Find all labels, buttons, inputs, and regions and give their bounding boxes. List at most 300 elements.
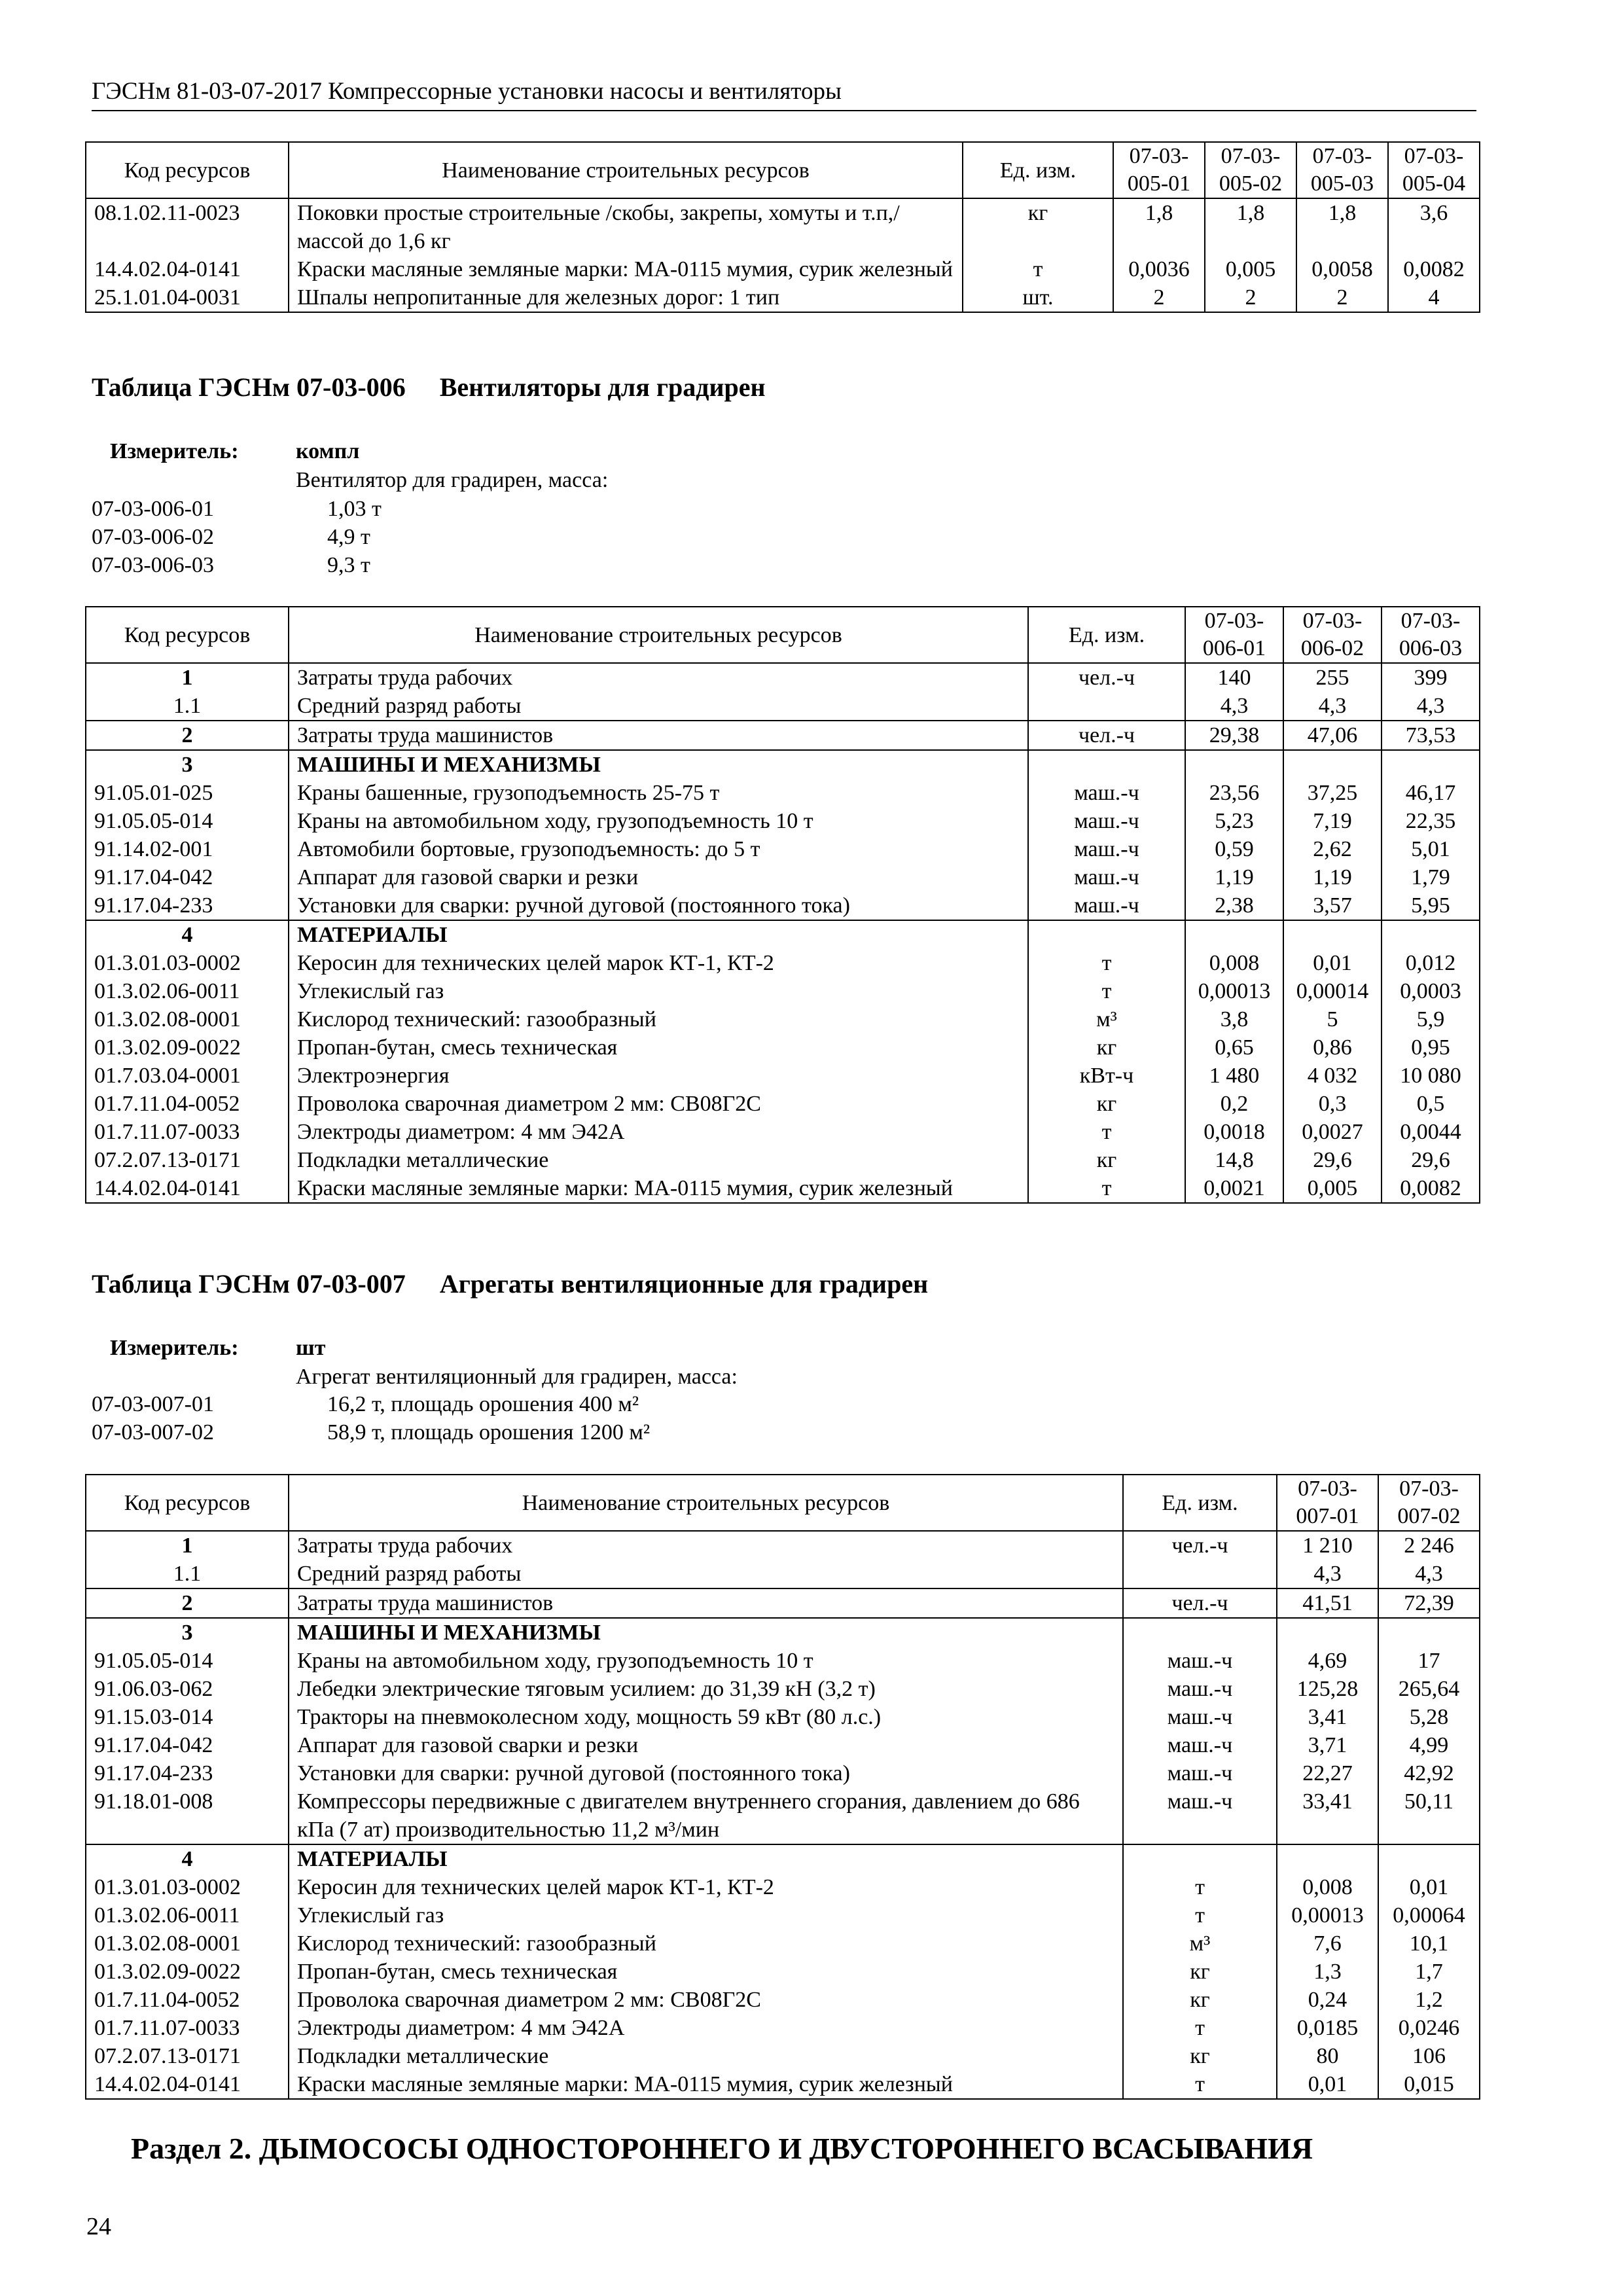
variant-text: 16,2 т, площадь орошения 400 м²: [327, 1392, 639, 1416]
resource-unit: кг: [1123, 1986, 1277, 2014]
meter-unit: шт: [296, 1336, 326, 1360]
resource-value: 4,99: [1378, 1731, 1480, 1759]
table-row: [86, 1647, 1480, 1675]
resource-code: 01.3.01.03-0002: [86, 949, 289, 977]
resource-value: 0,0044: [1382, 1118, 1480, 1146]
resource-value: 23,56: [1185, 779, 1283, 807]
resource-code: 3: [86, 1618, 289, 1647]
resources-table-07-03-005: [85, 141, 1480, 313]
resource-value: 4,69: [1277, 1647, 1378, 1675]
resource-value: 33,41: [1277, 1787, 1378, 1844]
resource-unit: м³: [1028, 1005, 1185, 1033]
resource-code: 07.2.07.13-0171: [86, 1146, 289, 1174]
resource-unit: т: [1123, 2014, 1277, 2042]
resource-value: 7,6: [1277, 1929, 1378, 1958]
table-title-07-03-007: [92, 1268, 928, 1299]
resource-unit: маш.-ч: [1123, 1787, 1277, 1844]
resource-name: МАШИНЫ И МЕХАНИЗМЫ: [289, 750, 1028, 779]
resource-value: 1,8: [1205, 198, 1296, 255]
resource-value: [1378, 1844, 1480, 1873]
resource-code: 3: [86, 750, 289, 779]
resource-value: [1277, 1618, 1378, 1647]
resource-value: 22,35: [1382, 807, 1480, 835]
table-row: [86, 1588, 1480, 1618]
meter-description: Агрегат вентиляционный для градирен, масса:: [296, 1365, 738, 1389]
resource-unit: [1123, 1844, 1277, 1873]
resource-unit: т: [1028, 1118, 1185, 1146]
col-header-name: Наименование строительных ресурсов: [289, 142, 963, 198]
resource-code: 91.18.01-008: [86, 1787, 289, 1844]
resource-unit: т: [1123, 1901, 1277, 1929]
resource-name: Краски масляные земляные марки: МА-0115 мумия, сурик железный: [289, 2070, 1123, 2099]
resource-value: 0,01: [1283, 949, 1382, 977]
resource-unit: маш.-ч: [1028, 807, 1185, 835]
table-row: [86, 1618, 1480, 1647]
table-row: [86, 977, 1480, 1005]
resource-code: 07.2.07.13-0171: [86, 2042, 289, 2070]
resource-unit: маш.-ч: [1123, 1647, 1277, 1675]
resource-name: Краски масляные земляные марки: МА-0115 мумия, сурик железный: [289, 255, 963, 283]
resource-name: Тракторы на пневмоколесном ходу, мощность 59 кВт (80 л.с.): [289, 1703, 1123, 1731]
resource-unit: кг: [1028, 1090, 1185, 1118]
resource-value: 0,0058: [1296, 255, 1388, 283]
resource-value: 0,3: [1283, 1090, 1382, 1118]
resource-value: 2,38: [1185, 891, 1283, 920]
resource-value: 1,3: [1277, 1958, 1378, 1986]
resource-name: Кислород технический: газообразный: [289, 1005, 1028, 1033]
resource-value: 0,01: [1277, 2070, 1378, 2099]
resource-unit: т: [963, 255, 1113, 283]
resource-value: 0,012: [1382, 949, 1480, 977]
resource-value: [1283, 750, 1382, 779]
resource-value: 0,00013: [1277, 1901, 1378, 1929]
resource-value: 2: [1296, 283, 1388, 312]
resource-code: 01.3.02.08-0001: [86, 1005, 289, 1033]
resource-name: Кислород технический: газообразный: [289, 1929, 1123, 1958]
resource-unit: чел.-ч: [1028, 663, 1185, 692]
resource-value: 4,3: [1283, 692, 1382, 721]
resource-value: 0,0021: [1185, 1174, 1283, 1203]
resource-value: 1,19: [1283, 863, 1382, 891]
resource-value: 5,95: [1382, 891, 1480, 920]
table-row: [86, 750, 1480, 779]
meter-unit: компл: [296, 439, 360, 463]
table-row: [86, 949, 1480, 977]
col-header-code: Код ресурсов: [86, 607, 289, 663]
resource-unit: кг: [1028, 1033, 1185, 1062]
col-header-variant: 07-03- 006-03: [1382, 607, 1480, 663]
resource-value: 22,27: [1277, 1759, 1378, 1787]
resource-value: 47,06: [1283, 721, 1382, 750]
resource-value: 2: [1205, 283, 1296, 312]
resource-value: 0,015: [1378, 2070, 1480, 2099]
resource-unit: чел.-ч: [1123, 1531, 1277, 1560]
resource-name: Проволока сварочная диаметром 2 мм: СВ08Г2С: [289, 1986, 1123, 2014]
resource-value: 80: [1277, 2042, 1378, 2070]
table-row: [86, 1531, 1480, 1560]
resource-code: 2: [86, 721, 289, 750]
col-header-code: Код ресурсов: [86, 1475, 289, 1531]
resource-value: 72,39: [1378, 1588, 1480, 1618]
resource-value: 4 032: [1283, 1062, 1382, 1090]
resource-unit: т: [1123, 2070, 1277, 2099]
resource-code: 01.3.02.08-0001: [86, 1929, 289, 1958]
resource-name: Средний разряд работы: [289, 1560, 1123, 1588]
resource-name: Подкладки металлические: [289, 2042, 1123, 2070]
resource-unit: м³: [1123, 1929, 1277, 1958]
resource-value: 0,65: [1185, 1033, 1283, 1062]
resource-value: 14,8: [1185, 1146, 1283, 1174]
resource-code: 01.3.02.09-0022: [86, 1033, 289, 1062]
resource-name: Установки для сварки: ручной дуговой (постоянного тока): [289, 1759, 1123, 1787]
resource-value: 29,6: [1283, 1146, 1382, 1174]
resource-value: 4: [1388, 283, 1480, 312]
resource-value: 5,01: [1382, 835, 1480, 863]
resource-value: 1,19: [1185, 863, 1283, 891]
resource-name: Краски масляные земляные марки: МА-0115 мумия, сурик железный: [289, 1174, 1028, 1203]
resource-unit: шт.: [963, 283, 1113, 312]
resource-code: 91.05.01-025: [86, 779, 289, 807]
table-row: [86, 1844, 1480, 1873]
col-header-unit: Ед. изм.: [1123, 1475, 1277, 1531]
table-header-row: [86, 607, 1480, 663]
table-row: [86, 692, 1480, 721]
table-row: [86, 1033, 1480, 1062]
variant-code: 07-03-006-01: [92, 497, 214, 521]
resource-code: 14.4.02.04-0141: [86, 1174, 289, 1203]
resource-value: 125,28: [1277, 1675, 1378, 1703]
resource-code: 25.1.01.04-0031: [86, 283, 289, 312]
resource-name: Автомобили бортовые, грузоподъемность: до 5 т: [289, 835, 1028, 863]
resource-value: 73,53: [1382, 721, 1480, 750]
resource-code: 91.05.05-014: [86, 1647, 289, 1675]
resource-code: 01.7.11.07-0033: [86, 1118, 289, 1146]
table-row: [86, 721, 1480, 750]
page-number: 24: [86, 2213, 111, 2240]
resource-value: 265,64: [1378, 1675, 1480, 1703]
resource-unit: т: [1028, 1174, 1185, 1203]
col-header-variant: 07-03- 005-02: [1205, 142, 1296, 198]
table-row: [86, 1062, 1480, 1090]
resource-code: 1.1: [86, 1560, 289, 1588]
resource-value: 1 210: [1277, 1531, 1378, 1560]
resource-value: 0,01: [1378, 1873, 1480, 1901]
resource-code: 01.3.02.06-0011: [86, 1901, 289, 1929]
table-row: [86, 663, 1480, 692]
resource-code: 01.3.02.06-0011: [86, 977, 289, 1005]
meter-label: Измеритель:: [110, 1336, 239, 1360]
table-row: [86, 1731, 1480, 1759]
resource-name: Краны на автомобильном ходу, грузоподъемность 10 т: [289, 807, 1028, 835]
resource-code: 14.4.02.04-0141: [86, 255, 289, 283]
resource-code: 2: [86, 1588, 289, 1618]
resource-value: 0,00014: [1283, 977, 1382, 1005]
resource-name: Электроды диаметром: 4 мм Э42А: [289, 1118, 1028, 1146]
table-row: [86, 1005, 1480, 1033]
resource-name: Поковки простые строительные /скобы, закрепы, хомуты и т.п,/ массой до 1,6 кг: [289, 198, 963, 255]
resource-value: 0,0036: [1113, 255, 1205, 283]
resources-table-07-03-007: [85, 1474, 1480, 2100]
table-row: [86, 1759, 1480, 1787]
table-row: [86, 1174, 1480, 1203]
col-header-variant: 07-03- 007-01: [1277, 1475, 1378, 1531]
resource-code: 14.4.02.04-0141: [86, 2070, 289, 2099]
col-header-variant: 07-03- 007-02: [1378, 1475, 1480, 1531]
resource-name: МАТЕРИАЛЫ: [289, 1844, 1123, 1873]
resource-value: [1277, 1844, 1378, 1873]
resource-name: Аппарат для газовой сварки и резки: [289, 863, 1028, 891]
col-header-unit: Ед. изм.: [963, 142, 1113, 198]
variant-code: 07-03-006-03: [92, 553, 214, 577]
table-row: [86, 283, 1480, 312]
table-row: [86, 779, 1480, 807]
resource-value: 3,57: [1283, 891, 1382, 920]
resource-code: 01.7.11.04-0052: [86, 1986, 289, 2014]
resource-code: 01.3.02.09-0022: [86, 1958, 289, 1986]
table-header-row: [86, 1475, 1480, 1531]
resource-unit: маш.-ч: [1123, 1731, 1277, 1759]
table-title-07-03-006: [92, 372, 766, 403]
resource-value: 4,3: [1382, 692, 1480, 721]
col-header-variant: 07-03- 006-01: [1185, 607, 1283, 663]
resource-name: МАШИНЫ И МЕХАНИЗМЫ: [289, 1618, 1123, 1647]
resource-name: Средний разряд работы: [289, 692, 1028, 721]
resource-value: 0,0082: [1388, 255, 1480, 283]
resource-unit: кг: [1123, 1958, 1277, 1986]
resource-value: 42,92: [1378, 1759, 1480, 1787]
col-header-variant: 07-03- 005-01: [1113, 142, 1205, 198]
table-name: Вентиляторы для градирен: [439, 372, 766, 402]
resource-value: 0,008: [1277, 1873, 1378, 1901]
resource-name: Пропан-бутан, смесь техническая: [289, 1958, 1123, 1986]
resource-value: 1,7: [1378, 1958, 1480, 1986]
variant-code: 07-03-006-02: [92, 525, 214, 549]
resource-value: 1,2: [1378, 1986, 1480, 2014]
table-row: [86, 835, 1480, 863]
resource-value: 10 080: [1382, 1062, 1480, 1090]
table-code: Таблица ГЭСНм 07-03-006: [92, 372, 406, 402]
resource-value: 0,86: [1283, 1033, 1382, 1062]
table-row: [86, 1560, 1480, 1588]
table-row: [86, 2070, 1480, 2099]
resource-value: [1378, 1618, 1480, 1647]
resource-value: 140: [1185, 663, 1283, 692]
resource-value: 0,59: [1185, 835, 1283, 863]
resource-code: 91.15.03-014: [86, 1703, 289, 1731]
table-row: [86, 1090, 1480, 1118]
col-header-variant: 07-03- 005-04: [1388, 142, 1480, 198]
variant-code: 07-03-007-02: [92, 1420, 214, 1444]
resource-value: 1 480: [1185, 1062, 1283, 1090]
resource-unit: т: [1028, 949, 1185, 977]
resource-code: 91.05.05-014: [86, 807, 289, 835]
resource-value: 0,008: [1185, 949, 1283, 977]
resource-unit: маш.-ч: [1123, 1675, 1277, 1703]
resource-name: Затраты труда машинистов: [289, 721, 1028, 750]
resource-value: [1382, 920, 1480, 949]
resource-value: 0,0018: [1185, 1118, 1283, 1146]
resource-name: МАТЕРИАЛЫ: [289, 920, 1028, 949]
variant-text: 9,3 т: [327, 553, 370, 577]
table-row: [86, 1986, 1480, 2014]
resource-name: Проволока сварочная диаметром 2 мм: СВ08Г2С: [289, 1090, 1028, 1118]
resource-code: 91.17.04-042: [86, 1731, 289, 1759]
resource-unit: маш.-ч: [1123, 1703, 1277, 1731]
resource-unit: маш.-ч: [1028, 779, 1185, 807]
resource-value: 3,71: [1277, 1731, 1378, 1759]
resource-value: 2,62: [1283, 835, 1382, 863]
table-row: [86, 1958, 1480, 1986]
resource-name: Углекислый газ: [289, 977, 1028, 1005]
resource-unit: [1123, 1560, 1277, 1588]
table-row: [86, 863, 1480, 891]
resource-code: 01.3.01.03-0002: [86, 1873, 289, 1901]
resources-table-07-03-006: [85, 606, 1480, 1204]
resource-value: 0,0185: [1277, 2014, 1378, 2042]
col-header-unit: Ед. изм.: [1028, 607, 1185, 663]
resource-value: 29,6: [1382, 1146, 1480, 1174]
resource-code: 01.7.11.04-0052: [86, 1090, 289, 1118]
resource-value: 5,23: [1185, 807, 1283, 835]
variant-text: 1,03 т: [327, 497, 382, 521]
resource-value: 3,8: [1185, 1005, 1283, 1033]
resource-value: [1382, 750, 1480, 779]
resource-name: Электроды диаметром: 4 мм Э42А: [289, 2014, 1123, 2042]
resource-code: 1.1: [86, 692, 289, 721]
table-row: [86, 1675, 1480, 1703]
resource-value: 0,0027: [1283, 1118, 1382, 1146]
resource-unit: маш.-ч: [1028, 863, 1185, 891]
table-name: Агрегаты вентиляционные для градирен: [439, 1269, 929, 1299]
resource-value: 0,0082: [1382, 1174, 1480, 1203]
resource-name: Керосин для технических целей марок КТ-1, КТ-2: [289, 1873, 1123, 1901]
resource-value: 2 246: [1378, 1531, 1480, 1560]
resource-code: 91.17.04-042: [86, 863, 289, 891]
table-row: [86, 198, 1480, 255]
resource-unit: [1028, 692, 1185, 721]
resource-name: Углекислый газ: [289, 1901, 1123, 1929]
resource-unit: т: [1123, 1873, 1277, 1901]
resource-name: Лебедки электрические тяговым усилием: до 31,39 кН (3,2 т): [289, 1675, 1123, 1703]
resource-unit: маш.-ч: [1028, 891, 1185, 920]
resource-value: 0,005: [1205, 255, 1296, 283]
resource-name: Электроэнергия: [289, 1062, 1028, 1090]
resource-value: 29,38: [1185, 721, 1283, 750]
resource-code: 4: [86, 1844, 289, 1873]
resource-value: 5,9: [1382, 1005, 1480, 1033]
table-row: [86, 891, 1480, 920]
table-row: [86, 2042, 1480, 2070]
resource-value: 0,95: [1382, 1033, 1480, 1062]
meter-label: Измеритель:: [110, 439, 239, 463]
table-row: [86, 920, 1480, 949]
resource-code: 01.7.11.07-0033: [86, 2014, 289, 2042]
resource-unit: кг: [1028, 1146, 1185, 1174]
resource-name: Затраты труда рабочих: [289, 663, 1028, 692]
table-row: [86, 1703, 1480, 1731]
table-row: [86, 1873, 1480, 1901]
resource-code: 91.17.04-233: [86, 891, 289, 920]
resource-unit: чел.-ч: [1028, 721, 1185, 750]
resource-value: 0,24: [1277, 1986, 1378, 2014]
resource-name: Установки для сварки: ручной дуговой (постоянного тока): [289, 891, 1028, 920]
resource-value: 0,00064: [1378, 1901, 1480, 1929]
resource-unit: [1028, 750, 1185, 779]
resource-name: Краны башенные, грузоподъемность 25-75 т: [289, 779, 1028, 807]
resource-name: Затраты труда машинистов: [289, 1588, 1123, 1618]
resource-value: [1283, 920, 1382, 949]
resource-name: Аппарат для газовой сварки и резки: [289, 1731, 1123, 1759]
resource-value: 0,2: [1185, 1090, 1283, 1118]
resource-value: [1185, 750, 1283, 779]
resource-value: 1,79: [1382, 863, 1480, 891]
resource-value: 4,3: [1185, 692, 1283, 721]
resource-code: 1: [86, 1531, 289, 1560]
resource-value: 10,1: [1378, 1929, 1480, 1958]
resource-name: Шпалы непропитанные для железных дорог: 1 тип: [289, 283, 963, 312]
resource-unit: маш.-ч: [1028, 835, 1185, 863]
resource-value: 3,41: [1277, 1703, 1378, 1731]
resource-code: 4: [86, 920, 289, 949]
meter-description: Вентилятор для градирен, масса:: [296, 468, 609, 492]
resource-name: Пропан-бутан, смесь техническая: [289, 1033, 1028, 1062]
resource-value: 255: [1283, 663, 1382, 692]
col-header-variant: 07-03- 006-02: [1283, 607, 1382, 663]
resource-unit: [1028, 920, 1185, 949]
resource-name: Краны на автомобильном ходу, грузоподъемность 10 т: [289, 1647, 1123, 1675]
resource-value: 3,6: [1388, 198, 1480, 255]
col-header-name: Наименование строительных ресурсов: [289, 1475, 1123, 1531]
table-row: [86, 1901, 1480, 1929]
resource-code: 08.1.02.11-0023: [86, 198, 289, 255]
variant-text: 58,9 т, площадь орошения 1200 м²: [327, 1420, 651, 1444]
table-code: Таблица ГЭСНм 07-03-007: [92, 1269, 406, 1299]
resource-value: 0,005: [1283, 1174, 1382, 1203]
resource-value: 41,51: [1277, 1588, 1378, 1618]
resource-unit: [1123, 1618, 1277, 1647]
resource-value: 1,8: [1296, 198, 1388, 255]
resource-value: 106: [1378, 2042, 1480, 2070]
table-row: [86, 1146, 1480, 1174]
resource-value: 37,25: [1283, 779, 1382, 807]
resource-value: 2: [1113, 283, 1205, 312]
resource-value: 17: [1378, 1647, 1480, 1675]
running-header: ГЭСНм 81-03-07-2017 Компрессорные установки насосы и вентиляторы: [92, 73, 1476, 111]
variant-text: 4,9 т: [327, 525, 370, 549]
resource-code: 91.17.04-233: [86, 1759, 289, 1787]
section-title: Раздел 2. ДЫМОСОСЫ ОДНОСТОРОННЕГО И ДВУСТОРОННЕГО ВСАСЫВАНИЯ: [131, 2132, 1313, 2165]
resource-code: 01.7.03.04-0001: [86, 1062, 289, 1090]
col-header-name: Наименование строительных ресурсов: [289, 607, 1028, 663]
resource-value: 5: [1283, 1005, 1382, 1033]
table-row: [86, 1118, 1480, 1146]
resource-unit: т: [1028, 977, 1185, 1005]
col-header-variant: 07-03- 005-03: [1296, 142, 1388, 198]
resource-code: 91.06.03-062: [86, 1675, 289, 1703]
resource-value: 0,5: [1382, 1090, 1480, 1118]
resource-value: 4,3: [1277, 1560, 1378, 1588]
resource-unit: маш.-ч: [1123, 1759, 1277, 1787]
col-header-code: Код ресурсов: [86, 142, 289, 198]
resource-name: Подкладки металлические: [289, 1146, 1028, 1174]
resource-unit: кг: [1123, 2042, 1277, 2070]
resource-code: 91.14.02-001: [86, 835, 289, 863]
resource-value: 0,00013: [1185, 977, 1283, 1005]
resource-name: Компрессоры передвижные с двигателем внутреннего сгорания, давлением до 686 кПа (7 ат) производительностью 11,2 м³/мин: [289, 1787, 1123, 1844]
resource-value: 7,19: [1283, 807, 1382, 835]
resource-value: 50,11: [1378, 1787, 1480, 1844]
resource-value: 46,17: [1382, 779, 1480, 807]
